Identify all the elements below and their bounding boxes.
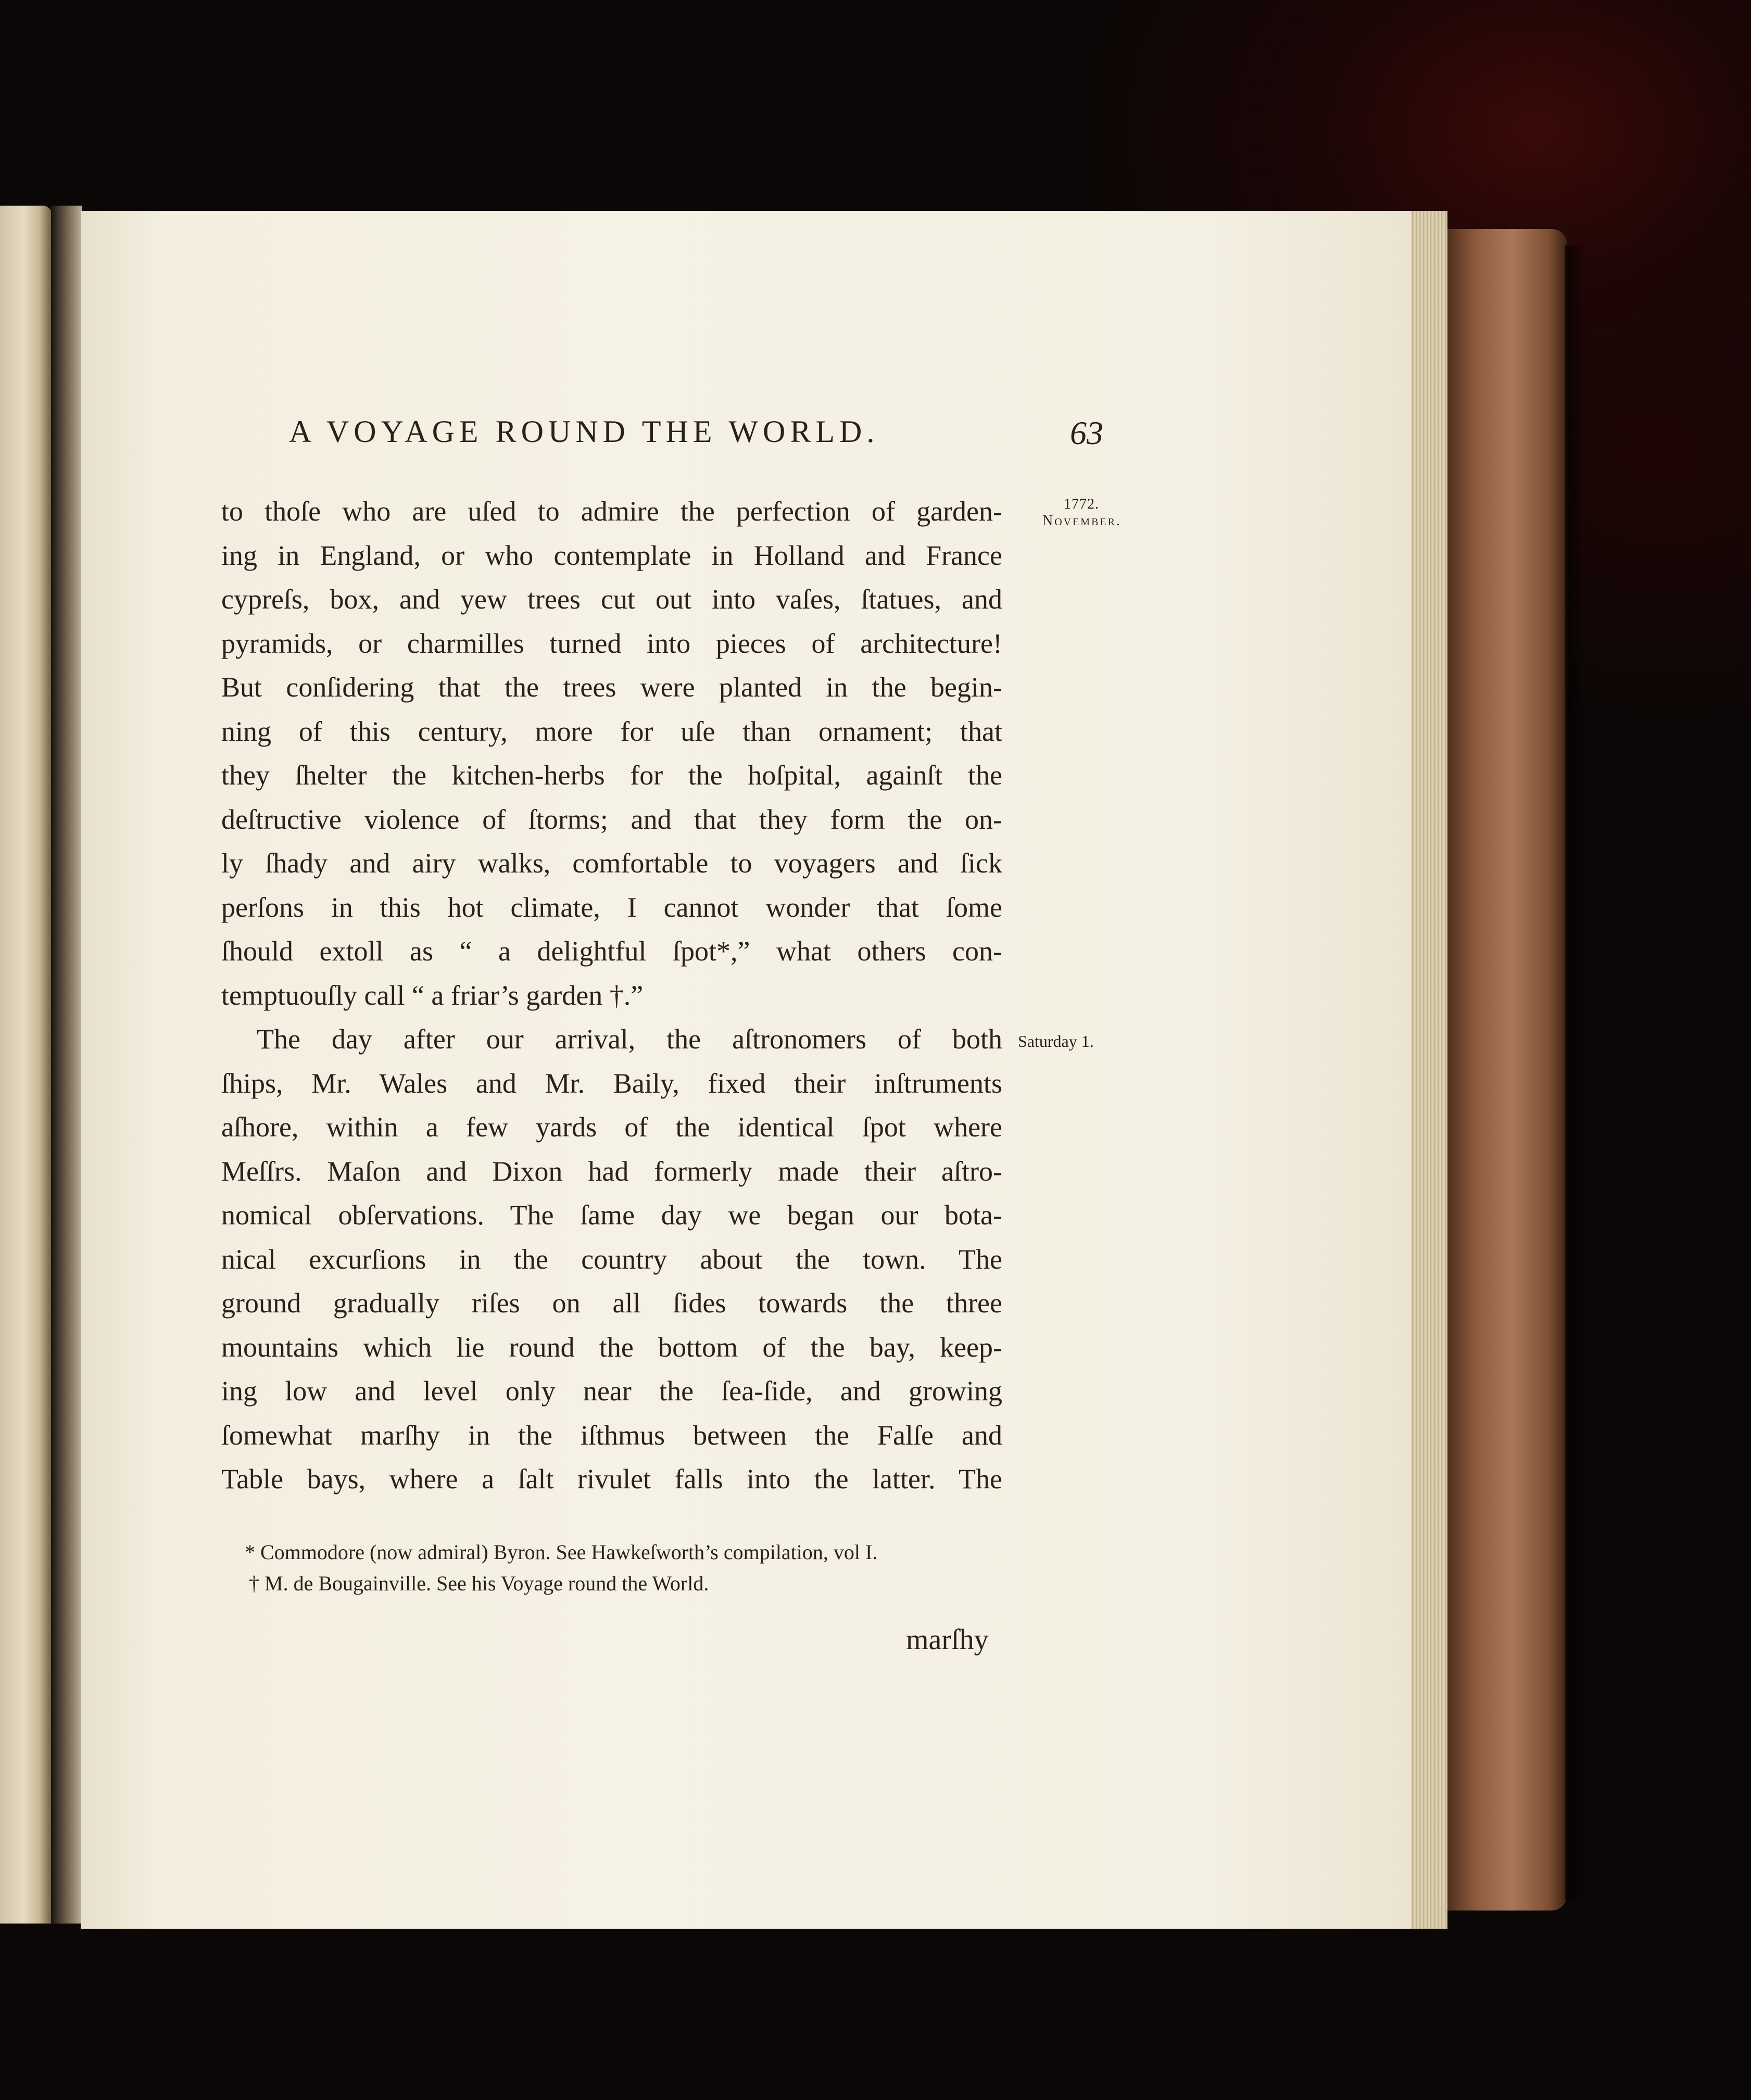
body-line: ing in England, or who contemplate in Holland and France [221,539,1002,571]
book-cover-board [1445,229,1567,1911]
body-line: deſtructive violence of ſtorms; and that they form the on- [221,803,1002,835]
body-line: ly ſhady and airy walks, comfortable to voyagers and ſick [221,847,1002,879]
body-line: nomical obſervations. The ſame day we began our bota- [221,1199,1002,1231]
body-line: ing low and level only near the ſea-ſide, and growing [221,1375,1002,1407]
running-head: A VOYAGE ROUND THE WORLD. [289,414,879,449]
body-line: ning of this century, more for uſe than ornament; that [221,715,1002,747]
margin-note-year: 1772. [1064,496,1099,512]
body-line: perſons in this hot climate, I cannot wonder that ſome [221,891,1002,923]
footnote: * Commodore (now admiral) Byron. See Hawkeſworth’s compilation, vol I. [245,1540,878,1564]
body-text [221,489,1002,1501]
body-line: to thoſe who are uſed to admire the perfection of garden- [221,496,1002,527]
cover-shadow [1565,245,1585,1900]
body-line: aſhore, within a few yards of the identical ſpot where [221,1111,1002,1143]
footnote: † M. de Bougainville. See his Voyage round the World. [249,1572,709,1595]
body-line: ſomewhat marſhy in the iſthmus between the Falſe and [221,1419,1002,1451]
body-line: ſhould extoll as “ a delightful ſpot*,” what others con- [221,935,1002,967]
catchword: marſhy [906,1624,989,1656]
body-line: temptuouſly call “ a friar’s garden †.” [221,979,644,1011]
body-line: cypreſs, box, and yew trees cut out into vaſes, ſtatues, and [221,584,1002,615]
margin-note-day: Saturday 1. [1018,1032,1094,1051]
body-line: pyramids, or charmilles turned into pieces of architecture! [221,627,1002,659]
body-line: Table bays, where a ſalt rivulet falls into the latter. The [221,1463,1002,1495]
footnotes [245,1537,1026,1599]
facing-page-edge [0,206,52,1924]
body-line: nical excurſions in the country about the town. The [221,1243,1002,1275]
body-line: But conſidering that the trees were planted in the begin- [221,672,1002,703]
page-number: 63 [1070,414,1103,451]
body-line: ſhips, Mr. Wales and Mr. Baily, fixed their inſtruments [221,1067,1002,1099]
body-line: mountains which lie round the bottom of the bay, keep- [221,1331,1002,1363]
body-line: The day after our arrival, the aſtronomers of both [257,1023,1002,1055]
margin-note-month: November. [1042,513,1122,529]
body-line: ground gradually riſes on all ſides towards the three [221,1287,1002,1319]
book-gutter [51,206,82,1924]
body-line: Meſſrs. Maſon and Dixon had formerly made their aſtro- [221,1155,1002,1187]
body-line: they ſhelter the kitchen-herbs for the hoſpital, againſt the [221,760,1002,791]
